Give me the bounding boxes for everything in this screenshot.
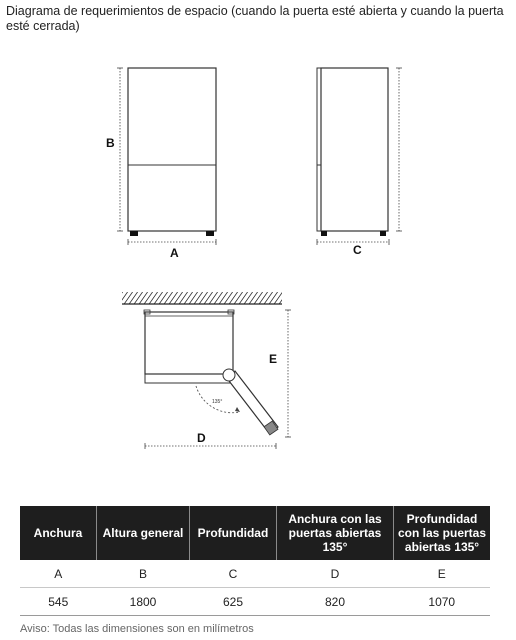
table-row [20, 588, 490, 616]
top-view [122, 292, 291, 449]
label-e: E [269, 352, 278, 366]
value-altura: 1800 [97, 588, 190, 616]
header-profundidad-puertas: Profundidad con las puertas abiertas 135° [394, 506, 491, 560]
label-b: B [106, 136, 115, 150]
front-foot-left [130, 231, 138, 236]
label-a: A [170, 246, 179, 260]
label-d: D [197, 431, 206, 445]
header-anchura-puertas: Anchura con las puertas abiertas 135° [277, 506, 394, 560]
side-view [317, 68, 402, 257]
header-profundidad: Profundidad [190, 506, 277, 560]
front-body [128, 68, 216, 231]
front-foot-right [206, 231, 214, 236]
value-profundidad-puertas: 1070 [394, 588, 491, 616]
wall-hatch [122, 292, 282, 304]
side-body [321, 68, 388, 231]
header-altura: Altura general [97, 506, 190, 560]
header-anchura: Anchura [20, 506, 97, 560]
letter-b: B [97, 560, 190, 588]
side-door [317, 68, 321, 231]
side-foot-front [321, 231, 327, 236]
table-header-row [20, 506, 490, 560]
door-hinge [223, 369, 235, 381]
table-row [20, 560, 490, 588]
value-anchura-puertas: 820 [277, 588, 394, 616]
side-foot-back [380, 231, 386, 236]
front-view [106, 68, 216, 260]
top-body [145, 312, 233, 374]
label-c: C [353, 243, 362, 257]
letter-c: C [190, 560, 277, 588]
dimensions-table [20, 506, 490, 616]
letter-d: D [277, 560, 394, 588]
door-handle [264, 421, 278, 435]
angle-label: 135° [212, 399, 223, 405]
value-anchura: 545 [20, 588, 97, 616]
letter-a: A [20, 560, 97, 588]
diagram-title: Diagrama de requerimientos de espacio (cuando la puerta esté abierta y cuando la puerta esté cerrada) [6, 4, 504, 33]
footnote: Aviso: Todas las dimensiones son en milímetros [20, 623, 254, 635]
value-profundidad: 625 [190, 588, 277, 616]
letter-e: E [394, 560, 491, 588]
